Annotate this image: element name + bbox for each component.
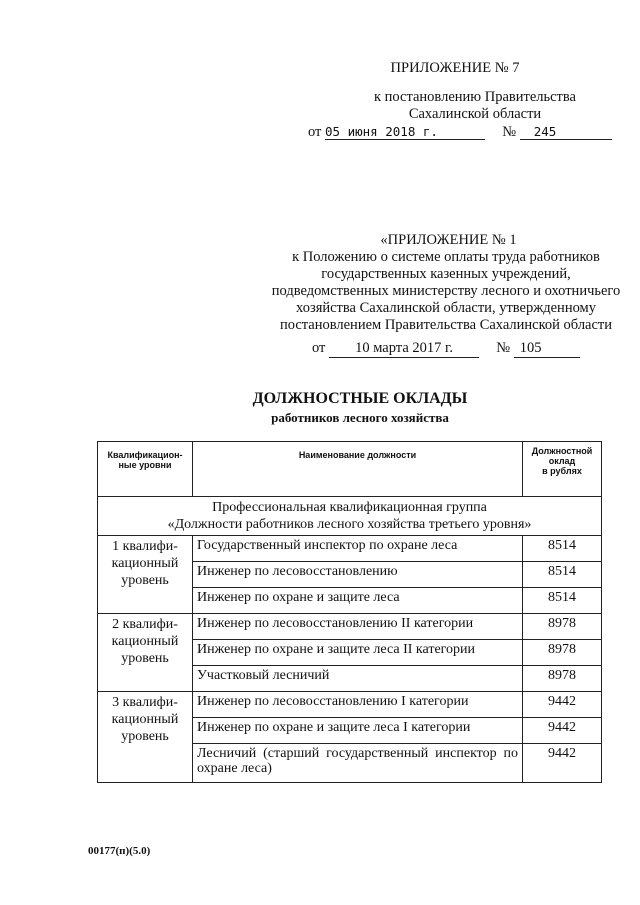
table-row xyxy=(98,692,602,718)
number-prefix: № xyxy=(502,124,517,140)
appendix-7-line2: Сахалинской области xyxy=(408,106,542,122)
table-row xyxy=(98,536,602,562)
position-cell: Инженер по охране и защите леса II категории xyxy=(193,640,523,666)
salary-cell: 9442 xyxy=(523,718,602,744)
salary-cell: 8514 xyxy=(523,536,602,562)
appendix-7-dateline xyxy=(308,124,612,141)
appendix-1-line1: к Положению о системе оплаты труда работников xyxy=(292,249,600,265)
document-code: 00177(п)(5.0) xyxy=(88,845,151,857)
position-cell: Инженер по охране и защите леса I категории xyxy=(193,718,523,744)
appendix-1-line4: хозяйства Сахалинской области, утвержденному xyxy=(296,300,596,316)
salary-table xyxy=(97,441,602,783)
group-title xyxy=(98,497,602,536)
salary-cell: 9442 xyxy=(523,692,602,718)
position-cell: Участковый лесничий xyxy=(193,666,523,692)
appendix-1-line2: государственных казенных учреждений, xyxy=(321,266,571,282)
level-cell: 1 квалифи- кационный уровень xyxy=(98,536,193,614)
header-level: Квалификацион- ные уровни xyxy=(98,442,193,497)
appendix-7-line1: к постановлению Правительства xyxy=(374,89,576,105)
group-row xyxy=(98,497,602,536)
position-cell: Инженер по лесовосстановлению I категории xyxy=(193,692,523,718)
position-cell: Инженер по охране и защите леса xyxy=(193,588,523,614)
salary-cell: 8514 xyxy=(523,562,602,588)
appendix-1-block xyxy=(262,232,630,334)
appendix-7-date: 05 июня 2018 г. xyxy=(325,124,485,140)
salary-cell: 9442 xyxy=(523,744,602,783)
appendix-7-title: ПРИЛОЖЕНИЕ № 7 xyxy=(390,60,520,76)
document-title: ДОЛЖНОСТНЫЕ ОКЛАДЫ xyxy=(252,390,468,407)
table-header-row xyxy=(98,442,602,497)
salary-cell: 8978 xyxy=(523,640,602,666)
appendix-1-date: 10 марта 2017 г. xyxy=(329,340,479,358)
group-title-line1: Профессиональная квалификационная группа xyxy=(212,500,487,515)
appendix-7-block xyxy=(300,60,600,123)
appendix-1-title: «ПРИЛОЖЕНИЕ № 1 xyxy=(380,232,517,248)
group-title-line2: «Должности работников лесного хозяйства третьего уровня» xyxy=(167,517,532,532)
appendix-1-line5: постановлением Правительства Сахалинской области xyxy=(279,317,613,333)
appendix-1-line3: подведомственных министерству лесного и охотничьего xyxy=(271,283,621,299)
level-cell: 2 квалифи- кационный уровень xyxy=(98,614,193,692)
number-prefix: № xyxy=(496,340,511,356)
appendix-7-number: 245 xyxy=(520,124,612,140)
header-salary: Должностной оклад в рублях xyxy=(523,442,602,497)
position-cell: Инженер по лесовосстановлению xyxy=(193,562,523,588)
document-subtitle: работников лесного хозяйства xyxy=(271,410,449,425)
salary-cell: 8978 xyxy=(523,614,602,640)
header-position: Наименование должности xyxy=(193,442,523,497)
appendix-1-number: 105 xyxy=(514,340,580,358)
date-prefix: от xyxy=(312,340,326,356)
date-prefix: от xyxy=(308,124,322,140)
appendix-1-dateline xyxy=(312,340,580,358)
position-cell: Лесничий (старший государственный инспектор по охране леса) xyxy=(193,744,523,783)
table-row xyxy=(98,614,602,640)
level-cell: 3 квалифи- кационный уровень xyxy=(98,692,193,783)
position-cell: Инженер по лесовосстановлению II категории xyxy=(193,614,523,640)
salary-cell: 8514 xyxy=(523,588,602,614)
salary-cell: 8978 xyxy=(523,666,602,692)
position-cell: Государственный инспектор по охране леса xyxy=(193,536,523,562)
